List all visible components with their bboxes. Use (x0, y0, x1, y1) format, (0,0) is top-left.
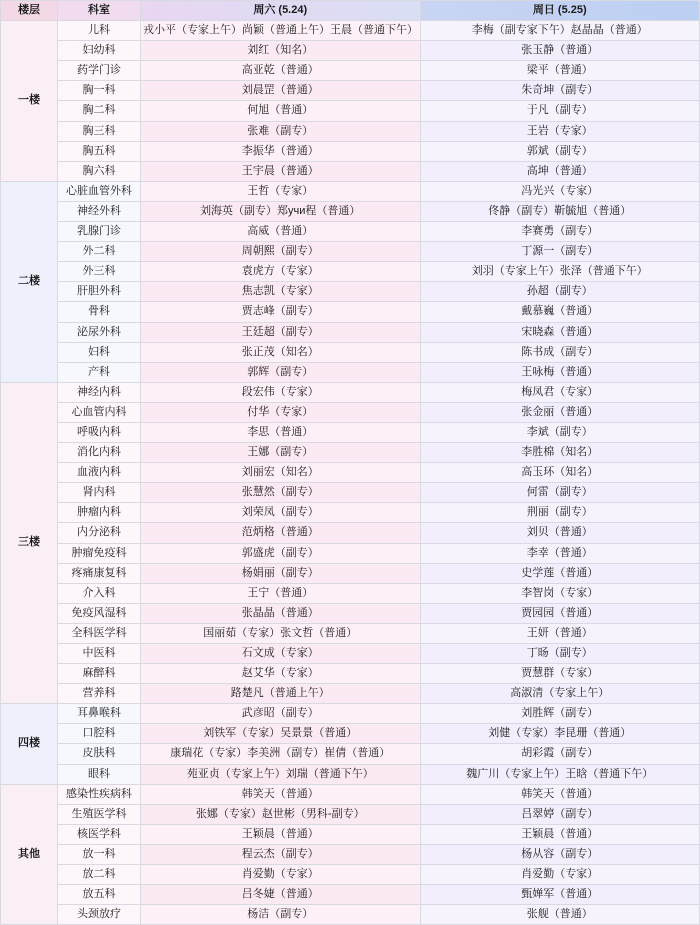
saturday-cell: 张正茂（知名） (141, 342, 421, 362)
sunday-cell: 韩笑天（普通） (420, 784, 700, 804)
table-row (1, 362, 700, 382)
department-cell: 神经外科 (58, 201, 141, 221)
department-cell: 放五科 (58, 885, 141, 905)
sunday-cell: 冯光兴（专家） (420, 181, 700, 201)
table-row (1, 463, 700, 483)
table-body (1, 21, 700, 925)
table-row (1, 664, 700, 684)
table-row (1, 885, 700, 905)
department-cell: 产科 (58, 362, 141, 382)
department-cell: 胸三科 (58, 121, 141, 141)
saturday-cell: 赵艾华（专家） (141, 664, 421, 684)
sunday-cell: 梁平（普通） (420, 61, 700, 81)
department-cell: 肾内科 (58, 483, 141, 503)
table-row (1, 684, 700, 704)
saturday-cell: 程云杰（副专） (141, 844, 421, 864)
sunday-cell: 王妍（普通） (420, 623, 700, 643)
saturday-cell: 张娜（专家）赵世彬（男科-副专） (141, 804, 421, 824)
sunday-cell: 高淑清（专家上午） (420, 684, 700, 704)
header-department: 科室 (58, 1, 141, 21)
department-cell: 儿科 (58, 21, 141, 41)
department-cell: 耳鼻喉科 (58, 704, 141, 724)
sunday-cell: 甄婵军（普通） (420, 885, 700, 905)
department-cell: 生殖医学科 (58, 804, 141, 824)
floor-label: 三楼 (1, 382, 58, 704)
department-cell: 全科医学科 (58, 623, 141, 643)
sunday-cell: 刘胜辉（副专） (420, 704, 700, 724)
saturday-cell: 焦志凯（专家） (141, 282, 421, 302)
table-row (1, 644, 700, 664)
saturday-cell: 高亚乾（普通） (141, 61, 421, 81)
department-cell: 药学门诊 (58, 61, 141, 81)
sunday-cell: 张舰（普通） (420, 905, 700, 925)
sunday-cell: 李赛勇（副专） (420, 222, 700, 242)
table-row (1, 302, 700, 322)
department-cell: 心脏血管外科 (58, 181, 141, 201)
sunday-cell: 李梅（副专家下午）赵晶晶（普通） (420, 21, 700, 41)
saturday-cell: 张晶晶（普通） (141, 603, 421, 623)
department-cell: 核医学科 (58, 824, 141, 844)
department-cell: 肝胆外科 (58, 282, 141, 302)
sunday-cell: 王颖晨（普通） (420, 824, 700, 844)
table-row (1, 422, 700, 442)
saturday-cell: 范炳格（普通） (141, 523, 421, 543)
table-row (1, 623, 700, 643)
department-cell: 放一科 (58, 844, 141, 864)
saturday-cell: 苑亚贞（专家上午）刘瑞（普通下午） (141, 764, 421, 784)
department-cell: 放二科 (58, 865, 141, 885)
sunday-cell: 刘羽（专家上午）张泽（普通下午） (420, 262, 700, 282)
department-cell: 介入科 (58, 583, 141, 603)
table-row (1, 844, 700, 864)
floor-label: 其他 (1, 784, 58, 925)
table-row (1, 523, 700, 543)
sunday-cell: 贾园园（普通） (420, 603, 700, 623)
table-row (1, 121, 700, 141)
department-cell: 血液内科 (58, 463, 141, 483)
sunday-cell: 张金丽（普通） (420, 402, 700, 422)
saturday-cell: 段宏伟（专家） (141, 382, 421, 402)
department-cell: 胸一科 (58, 81, 141, 101)
header-saturday: 周六 (5.24) (141, 1, 421, 21)
table-row (1, 905, 700, 925)
saturday-cell: 肖爱勤（专家） (141, 865, 421, 885)
sunday-cell: 刘贝（普通） (420, 523, 700, 543)
saturday-cell: 袁虎方（专家） (141, 262, 421, 282)
table-row (1, 583, 700, 603)
saturday-cell: 刘荣凤（副专） (141, 503, 421, 523)
department-cell: 营养科 (58, 684, 141, 704)
table-row (1, 322, 700, 342)
department-cell: 免疫风湿科 (58, 603, 141, 623)
floor-label: 二楼 (1, 181, 58, 382)
saturday-cell: 王宁（普通） (141, 583, 421, 603)
saturday-cell: 王哲（专家） (141, 181, 421, 201)
table-row (1, 784, 700, 804)
table-row (1, 402, 700, 422)
sunday-cell: 张玉静（普通） (420, 41, 700, 61)
table-row (1, 865, 700, 885)
department-cell: 心血管内科 (58, 402, 141, 422)
saturday-cell: 刘铁军（专家）吴景景（普通） (141, 724, 421, 744)
sunday-cell: 佟静（副专）靳毓旭（普通） (420, 201, 700, 221)
sunday-cell: 陈书成（副专） (420, 342, 700, 362)
department-cell: 头颈放疗 (58, 905, 141, 925)
saturday-cell: 国丽茹（专家）张文哲（普通） (141, 623, 421, 643)
department-cell: 肿瘤内科 (58, 503, 141, 523)
saturday-cell: 王娜（副专） (141, 443, 421, 463)
sunday-cell: 魏广川（专家上午）王晗（普通下午） (420, 764, 700, 784)
sunday-cell: 宋晓森（普通） (420, 322, 700, 342)
sunday-cell: 杨从容（副专） (420, 844, 700, 864)
saturday-cell: 杨娟丽（副专） (141, 563, 421, 583)
table-row (1, 61, 700, 81)
table-row (1, 704, 700, 724)
saturday-cell: 王廷超（副专） (141, 322, 421, 342)
saturday-cell: 张慧然（副专） (141, 483, 421, 503)
saturday-cell: 高威（普通） (141, 222, 421, 242)
sunday-cell: 贾慧群（专家） (420, 664, 700, 684)
department-cell: 眼科 (58, 764, 141, 784)
table-row (1, 382, 700, 402)
department-cell: 口腔科 (58, 724, 141, 744)
sunday-cell: 高坤（普通） (420, 161, 700, 181)
saturday-cell: 戎小平（专家上午）尚颖（普通上午）王晨（普通下午） (141, 21, 421, 41)
sunday-cell: 李幸（普通） (420, 543, 700, 563)
sunday-cell: 高玉环（知名） (420, 463, 700, 483)
sunday-cell: 于凡（副专） (420, 101, 700, 121)
floor-label: 一楼 (1, 21, 58, 182)
sunday-cell: 史学莲（普通） (420, 563, 700, 583)
department-cell: 外三科 (58, 262, 141, 282)
table-row (1, 744, 700, 764)
table-row (1, 81, 700, 101)
department-cell: 神经内科 (58, 382, 141, 402)
department-cell: 胸六科 (58, 161, 141, 181)
saturday-cell: 韩笑天（普通） (141, 784, 421, 804)
saturday-cell: 王颖晨（普通） (141, 824, 421, 844)
saturday-cell: 周朝熙（副专） (141, 242, 421, 262)
sunday-cell: 丁源一（副专） (420, 242, 700, 262)
saturday-cell: 武彦昭（副专） (141, 704, 421, 724)
sunday-cell: 李胜棉（知名） (420, 443, 700, 463)
saturday-cell: 刘红（知名） (141, 41, 421, 61)
table-row (1, 21, 700, 41)
sunday-cell: 孙超（副专） (420, 282, 700, 302)
saturday-cell: 李思（普通） (141, 422, 421, 442)
sunday-cell: 李斌（副专） (420, 422, 700, 442)
table-row (1, 201, 700, 221)
department-cell: 疼痛康复科 (58, 563, 141, 583)
saturday-cell: 路楚凡（普通上午） (141, 684, 421, 704)
saturday-cell: 张难（副专） (141, 121, 421, 141)
department-cell: 泌尿外科 (58, 322, 141, 342)
floor-label: 四楼 (1, 704, 58, 784)
department-cell: 内分泌科 (58, 523, 141, 543)
table-row (1, 563, 700, 583)
saturday-cell: 贾志峰（副专） (141, 302, 421, 322)
table-row (1, 724, 700, 744)
department-cell: 呼吸内科 (58, 422, 141, 442)
department-cell: 乳腺门诊 (58, 222, 141, 242)
saturday-cell: 吕冬婕（普通） (141, 885, 421, 905)
table-row (1, 764, 700, 784)
department-cell: 骨科 (58, 302, 141, 322)
sunday-cell: 荆丽（副专） (420, 503, 700, 523)
saturday-cell: 石文成（专家） (141, 644, 421, 664)
saturday-cell: 康瑞花（专家）李美洲（副专）崔倩（普通） (141, 744, 421, 764)
table-row (1, 101, 700, 121)
table-header (1, 1, 700, 21)
table-row (1, 342, 700, 362)
table-row (1, 282, 700, 302)
table-row (1, 242, 700, 262)
department-cell: 肿瘤免疫科 (58, 543, 141, 563)
department-cell: 麻醉科 (58, 664, 141, 684)
saturday-cell: 付华（专家） (141, 402, 421, 422)
department-cell: 感染性疾病科 (58, 784, 141, 804)
department-cell: 妇幼科 (58, 41, 141, 61)
saturday-cell: 何旭（普通） (141, 101, 421, 121)
department-cell: 妇科 (58, 342, 141, 362)
department-cell: 外二科 (58, 242, 141, 262)
header-row (1, 1, 700, 21)
sunday-cell: 何雷（副专） (420, 483, 700, 503)
saturday-cell: 王宇晨（普通） (141, 161, 421, 181)
table-row (1, 503, 700, 523)
table-row (1, 543, 700, 563)
saturday-cell: 刘海英（副专）郑учи程（普通） (141, 201, 421, 221)
sunday-cell: 胡彩霞（副专） (420, 744, 700, 764)
table-row (1, 804, 700, 824)
department-cell: 胸二科 (58, 101, 141, 121)
saturday-cell: 李振华（普通） (141, 141, 421, 161)
saturday-cell: 刘丽宏（知名） (141, 463, 421, 483)
sunday-cell: 丁旸（副专） (420, 644, 700, 664)
saturday-cell: 郭辉（副专） (141, 362, 421, 382)
sunday-cell: 王咏梅（普通） (420, 362, 700, 382)
sunday-cell: 梅凤君（专家） (420, 382, 700, 402)
sunday-cell: 肖爱勤（专家） (420, 865, 700, 885)
saturday-cell: 刘晨罡（普通） (141, 81, 421, 101)
sunday-cell: 王岩（专家） (420, 121, 700, 141)
table-row (1, 483, 700, 503)
table-row (1, 161, 700, 181)
table-row (1, 181, 700, 201)
department-cell: 皮肤科 (58, 744, 141, 764)
saturday-cell: 杨洁（副专） (141, 905, 421, 925)
header-sunday: 周日 (5.25) (420, 1, 700, 21)
table-row (1, 41, 700, 61)
sunday-cell: 李智岗（专家） (420, 583, 700, 603)
department-cell: 中医科 (58, 644, 141, 664)
department-cell: 消化内科 (58, 443, 141, 463)
table-row (1, 443, 700, 463)
table-row (1, 262, 700, 282)
table-row (1, 824, 700, 844)
sunday-cell: 吕翠婷（副专） (420, 804, 700, 824)
sunday-cell: 朱奇坤（副专） (420, 81, 700, 101)
saturday-cell: 郭盛虎（副专） (141, 543, 421, 563)
table-row (1, 222, 700, 242)
header-floor: 楼层 (1, 1, 58, 21)
sunday-cell: 戴慕巍（普通） (420, 302, 700, 322)
department-cell: 胸五科 (58, 141, 141, 161)
sunday-cell: 刘健（专家）李昆珊（普通） (420, 724, 700, 744)
table-row (1, 141, 700, 161)
sunday-cell: 郭斌（副专） (420, 141, 700, 161)
table-row (1, 603, 700, 623)
